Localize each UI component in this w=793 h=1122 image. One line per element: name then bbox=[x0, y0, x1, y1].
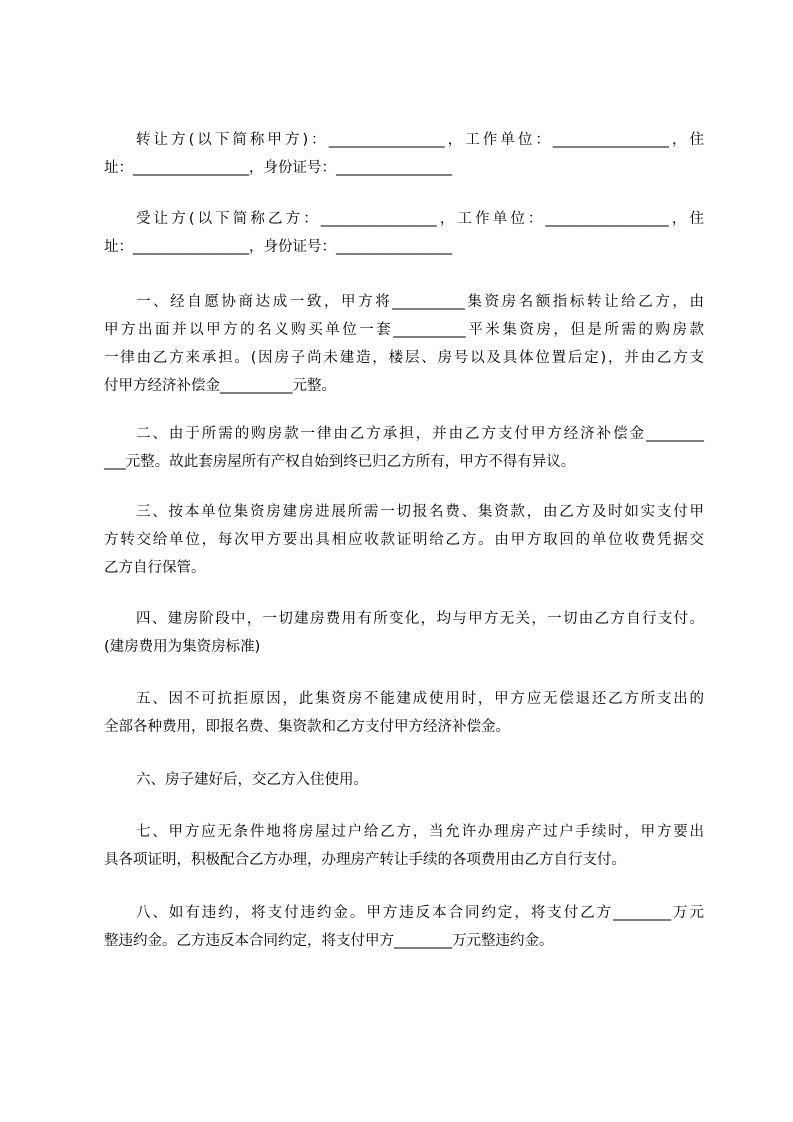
transferor-line-2: 址：________________，身份证号：________________ bbox=[104, 160, 452, 176]
clause-3-line-1: 三、按本单位集资房建房进展所需一切报名费、集资款，由乙方及时如实支付甲 bbox=[136, 504, 704, 520]
transferor-line-1: 转让方(以下简称甲方)：________________，工作单位：________________，住 bbox=[136, 132, 704, 148]
clause-8-line-1: 八、如有违约，将支付违约金。甲方违反本合同约定，将支付乙方________万元 bbox=[136, 905, 704, 921]
clause-6-paragraph bbox=[104, 766, 704, 794]
clause-2-line-1: 二、由于所需的购房款一律由乙方承担，并由乙方支付甲方经济补偿金________ bbox=[136, 426, 704, 442]
clause-5-paragraph bbox=[104, 685, 704, 741]
clause-6-line-1: 六、房子建好后，交乙方入住使用。 bbox=[136, 772, 368, 788]
clause-8-line-2: 整违约金。乙方违反本合同约定，将支付甲方________万元整违约金。 bbox=[104, 933, 554, 949]
transferee-line-1: 受让方(以下简称乙方：________________，工作单位：_________________，住 bbox=[136, 211, 704, 227]
transferee-line-2: 址：________________，身份证号：________________ bbox=[104, 239, 452, 255]
clause-4-line-1: 四、建房阶段中，一切建房费用有所变化，均与甲方无关，一切由乙方自行支付。 bbox=[136, 611, 704, 627]
transferor-paragraph bbox=[104, 126, 704, 182]
clause-1-line-2: 甲方出面并以甲方的名义购买单位一套__________平米集资房，但是所需的购房款 bbox=[104, 322, 704, 338]
clause-1-line-4: 付甲方经济补偿金__________元整。 bbox=[104, 378, 336, 394]
clause-3-paragraph bbox=[104, 498, 704, 582]
clause-8-paragraph bbox=[104, 899, 704, 955]
clause-5-line-2: 全部各种费用，即报名费、集资款和乙方支付甲方经济补偿金。 bbox=[104, 719, 510, 735]
clause-2-line-2: ___元整。故此套房屋所有产权自始到终已归乙方所有，甲方不得有异议。 bbox=[104, 454, 576, 470]
clause-5-line-1: 五、因不可抗拒原因，此集资房不能建成使用时，甲方应无偿退还乙方所支出的 bbox=[136, 691, 704, 707]
clause-1-line-1: 一、经自愿协商达成一致，甲方将__________集资房名额指标转让给乙方，由 bbox=[136, 294, 704, 310]
clause-7-paragraph bbox=[104, 818, 704, 874]
clause-3-line-3: 乙方自行保管。 bbox=[104, 560, 206, 576]
transferee-paragraph bbox=[104, 205, 704, 261]
clause-3-line-2: 方转交给单位，每次甲方要出具相应收款证明给乙方。由甲方取回的单位收费凭据交 bbox=[104, 532, 704, 548]
clause-7-line-1: 七、甲方应无条件地将房屋过户给乙方，当允许办理房产过户手续时，甲方要出 bbox=[136, 824, 704, 840]
clause-4-paragraph bbox=[104, 605, 704, 661]
clause-2-paragraph bbox=[104, 420, 704, 476]
clause-4-line-2: (建房费用为集资房标准) bbox=[104, 639, 261, 655]
clause-1-line-3: 一律由乙方来承担。(因房子尚未建造，楼层、房号以及具体位置后定)，并由乙方支 bbox=[104, 350, 704, 366]
clause-7-line-2: 具各项证明，积极配合乙方办理，办理房产转让手续的各项费用由乙方自行支付。 bbox=[104, 852, 626, 868]
clause-1-paragraph bbox=[104, 288, 704, 400]
